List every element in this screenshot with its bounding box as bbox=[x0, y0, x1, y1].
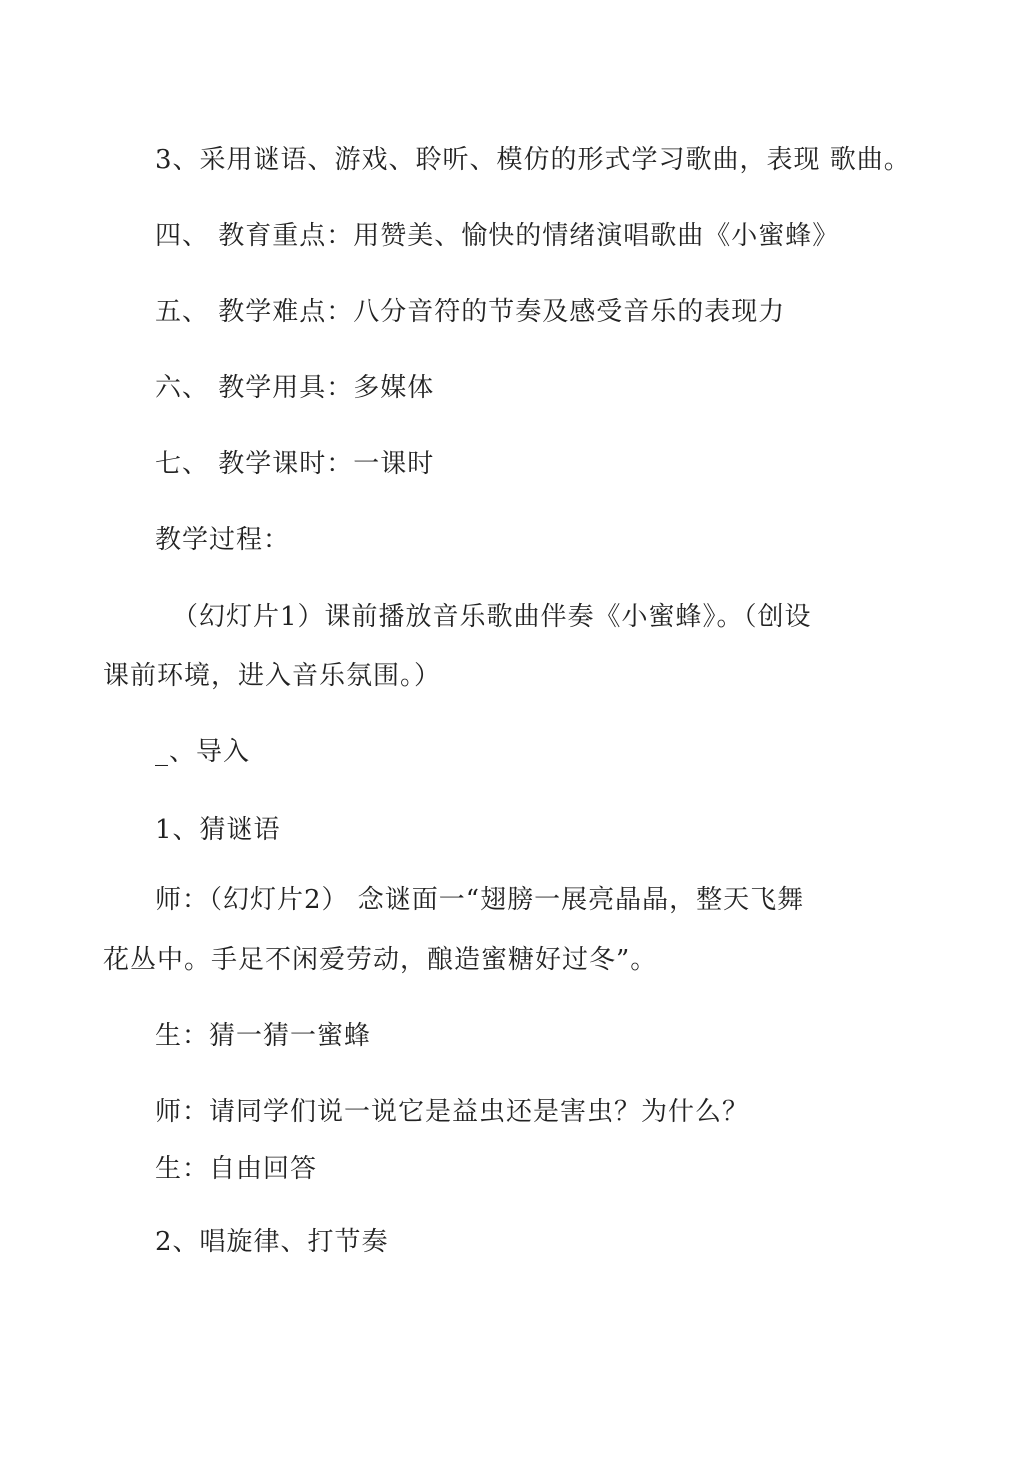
teaching-focus-line: 四、 教育重点：用赞美、愉快的情绪演唱歌曲《小蜜蜂》 bbox=[155, 221, 840, 251]
section-import-heading: _、导入 bbox=[155, 737, 251, 767]
class-hours-line: 七、 教学课时：一课时 bbox=[155, 449, 435, 479]
student-answer-line: 生：自由回答 bbox=[155, 1154, 318, 1184]
slide-1-line-2: 课前环境，进入音乐氛围。） bbox=[103, 661, 442, 691]
teaching-process-heading: 教学过程： bbox=[155, 525, 291, 555]
objective-3-line: 3、采用谜语、游戏、聆听、模仿的形式学习歌曲，表现 歌曲。 bbox=[155, 145, 911, 175]
teacher-riddle-line-1: 师：（幻灯片2） 念谜面一“翅膀一展亮晶晶，整天飞舞 bbox=[155, 885, 805, 915]
slide-1-line-1: （幻灯片1）课前播放音乐歌曲伴奏《小蜜蜂》。（创设 bbox=[172, 602, 812, 632]
teacher-question-line: 师：请同学们说一说它是益虫还是害虫？为什么？ bbox=[155, 1097, 750, 1127]
teacher-riddle-line-2: 花丛中。手足不闲爱劳动，酿造蜜糖好过冬”。 bbox=[103, 945, 658, 975]
teaching-tools-line: 六、 教学用具：多媒体 bbox=[155, 373, 435, 403]
student-guess-line: 生：猜一猜一蜜蜂 bbox=[155, 1021, 372, 1051]
riddle-heading: 1、猜谜语 bbox=[155, 815, 281, 845]
teaching-difficulty-line: 五、 教学难点：八分音符的节奏及感受音乐的表现力 bbox=[155, 297, 786, 327]
melody-rhythm-heading: 2、唱旋律、打节奏 bbox=[155, 1227, 389, 1257]
